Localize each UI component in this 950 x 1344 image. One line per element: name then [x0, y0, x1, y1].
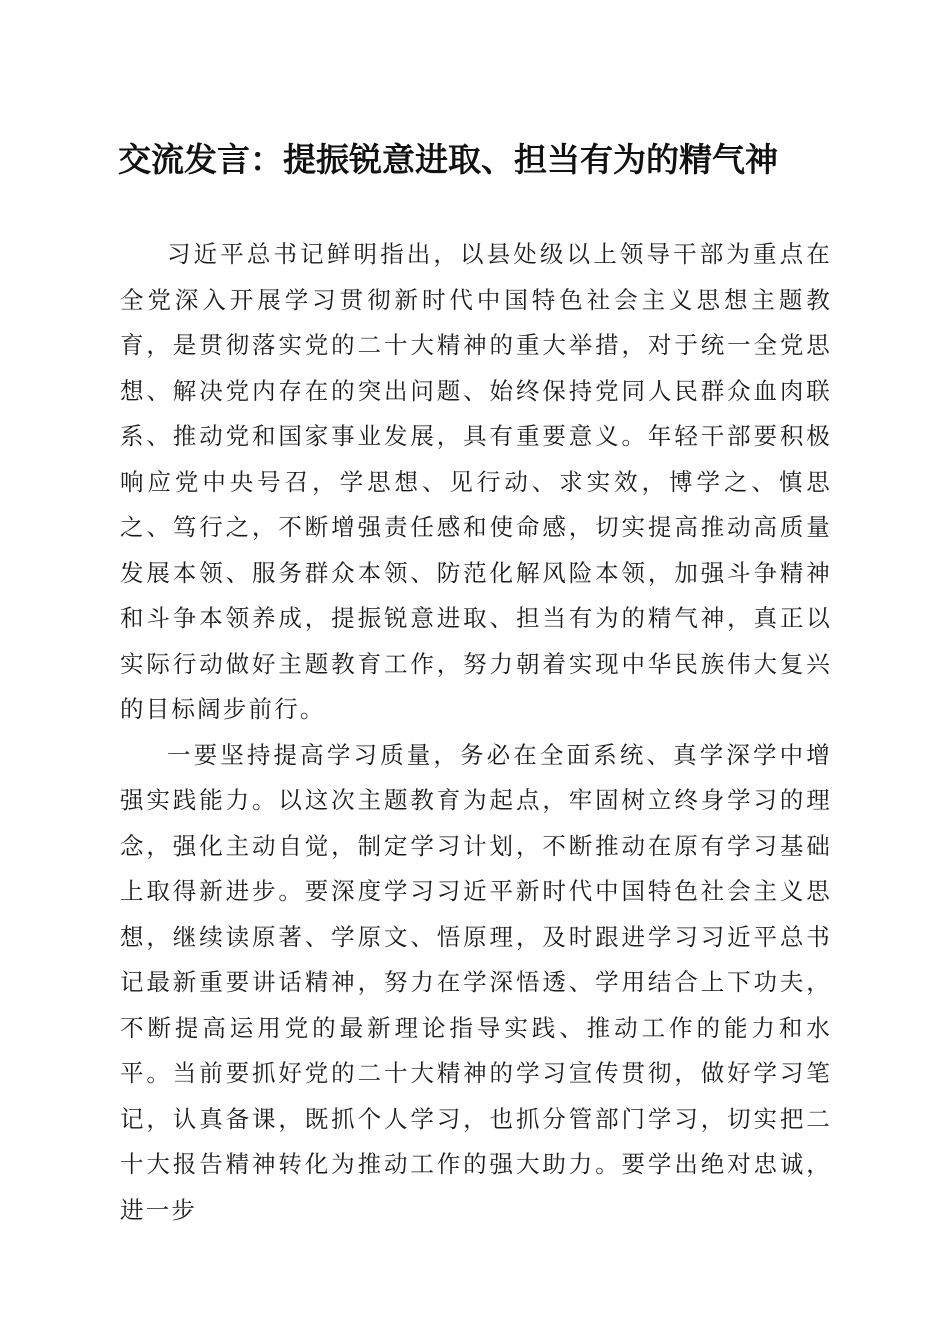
- document-title: 交流发言：提振锐意进取、担当有为的精气神: [118, 140, 778, 179]
- document-body: [120, 232, 832, 1233]
- paragraph-intro: 习近平总书记鲜明指出，以县处级以上领导干部为重点在全党深入开展学习贯彻新时代中国特色社会主义思想主题教育，是贯彻落实党的二十大精神的重大举措，对于统一全党思想、解决党内存在的突出问题、始终保持党同人民群众血肉联系、推动党和国家事业发展，具有重要意义。年轻干部要积极响应党中央号召，学思想、见行动、求实效，博学之、慎思之、笃行之，不断增强责任感和使命感，切实提高推动高质量发展本领、服务群众本领、防范化解风险本领，加强斗争精神和斗争本领养成，提振锐意进取、担当有为的精气神，真正以实际行动做好主题教育工作，努力朝着实现中华民族伟大复兴的目标阔步前行。: [120, 240, 832, 723]
- paragraph-point-one: 一要坚持提高学习质量，务必在全面系统、真学深学中增强实践能力。以这次主题教育为起点，牢固树立终身学习的理念，强化主动自觉，制定学习计划，不断推动在原有学习基础上取得新进步。要深度学习习近平新时代中国特色社会主义思想，继续读原著、学原文、悟原理，及时跟进学习习近平总书记最新重要讲话精神，努力在学深悟透、学用结合上下功夫，不断提高运用党的最新理论指导实践、推动工作的能力和水平。当前要抓好党的二十大精神的学习宣传贯彻，做好学习笔记，认真备课，既抓个人学习，也抓分管部门学习，切实把二十大报告精神转化为推动工作的强大助力。要学出绝对忠诚，进一步: [120, 740, 832, 1224]
